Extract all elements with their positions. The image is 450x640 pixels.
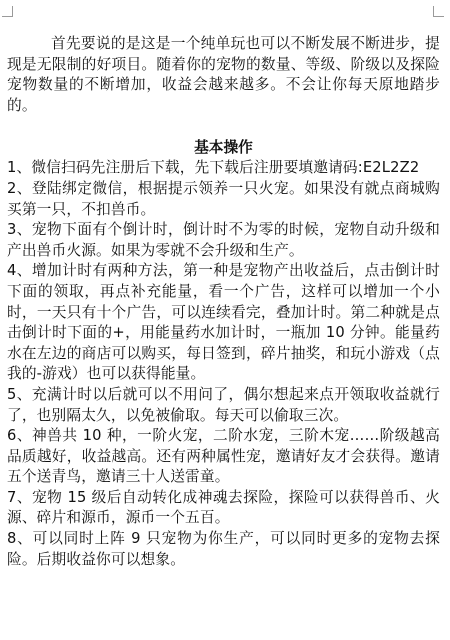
- step-item-2: 2、登陆绑定微信，根据提示领养一只火宠。如果没有就点商城购买第一只，不扣兽币。: [7, 179, 440, 218]
- step-item-3: 3、宠物下面有个倒计时，倒计时不为零的时候，宠物自动升级和产出兽币火源。如果为零就不会升级和生产。: [7, 221, 440, 259]
- section-heading: 基本操作: [194, 139, 253, 157]
- step-item-1: 1、微信扫码先注册后下载，先下载后注册要填邀请码:E2L2Z2: [7, 159, 420, 177]
- page-corner-mark-top-left: [2, 6, 13, 17]
- step-item-6: 6、神兽共 10 种，一阶火宠，二阶水宠，三阶木宠……阶级越高品质越好，收益越高。还有两种属性宠，邀请好友才会获得。邀请五个送青鸟，邀请三十人送雷童。: [7, 427, 440, 486]
- step-item-5: 5、充满计时以后就可以不用问了，偶尔想起来点开领取收益就行了，也别隔太久，以免被偷取。每天可以偷取三次。: [7, 385, 440, 424]
- intro-paragraph: 首先要说的是这是一个纯单玩也可以不断发展不断进步，提现是无限制的好项目。随着你的宠物的数量、等级、阶级以及探险宠物数量的不断增加，收益会越来越多。不会让你每天原地踏步的。: [7, 35, 440, 114]
- step-item-7: 7、宠物 15 级后自动转化成神魂去探险，探险可以获得兽币、火源、碎片和源币，源币一个五百。: [7, 488, 440, 527]
- step-item-8: 8、可以同时上阵 9 只宠物为你生产，可以同时更多的宠物去探险。后期收益你可以想象。: [7, 530, 440, 568]
- document-body: [7, 34, 440, 570]
- page-corner-mark-top-right: [433, 6, 444, 17]
- steps-list: [7, 158, 440, 570]
- step-item-4: 4、增加计时有两种方法，第一种是宠物产出收益后，点击倒计时下面的领取，再点补充能量，看一个广告，这样可以增加一个小时，一天只有十个广告，可以连续看完，叠加计时。第二种就是点击倒计时下面的+，用能量药水加计时，一瓶加 10 分钟。能量药水在左边的商店可以购买，每日签到，碎片抽奖，和玩小游戏（点我的-游戏）也可以获得能量。: [7, 262, 440, 383]
